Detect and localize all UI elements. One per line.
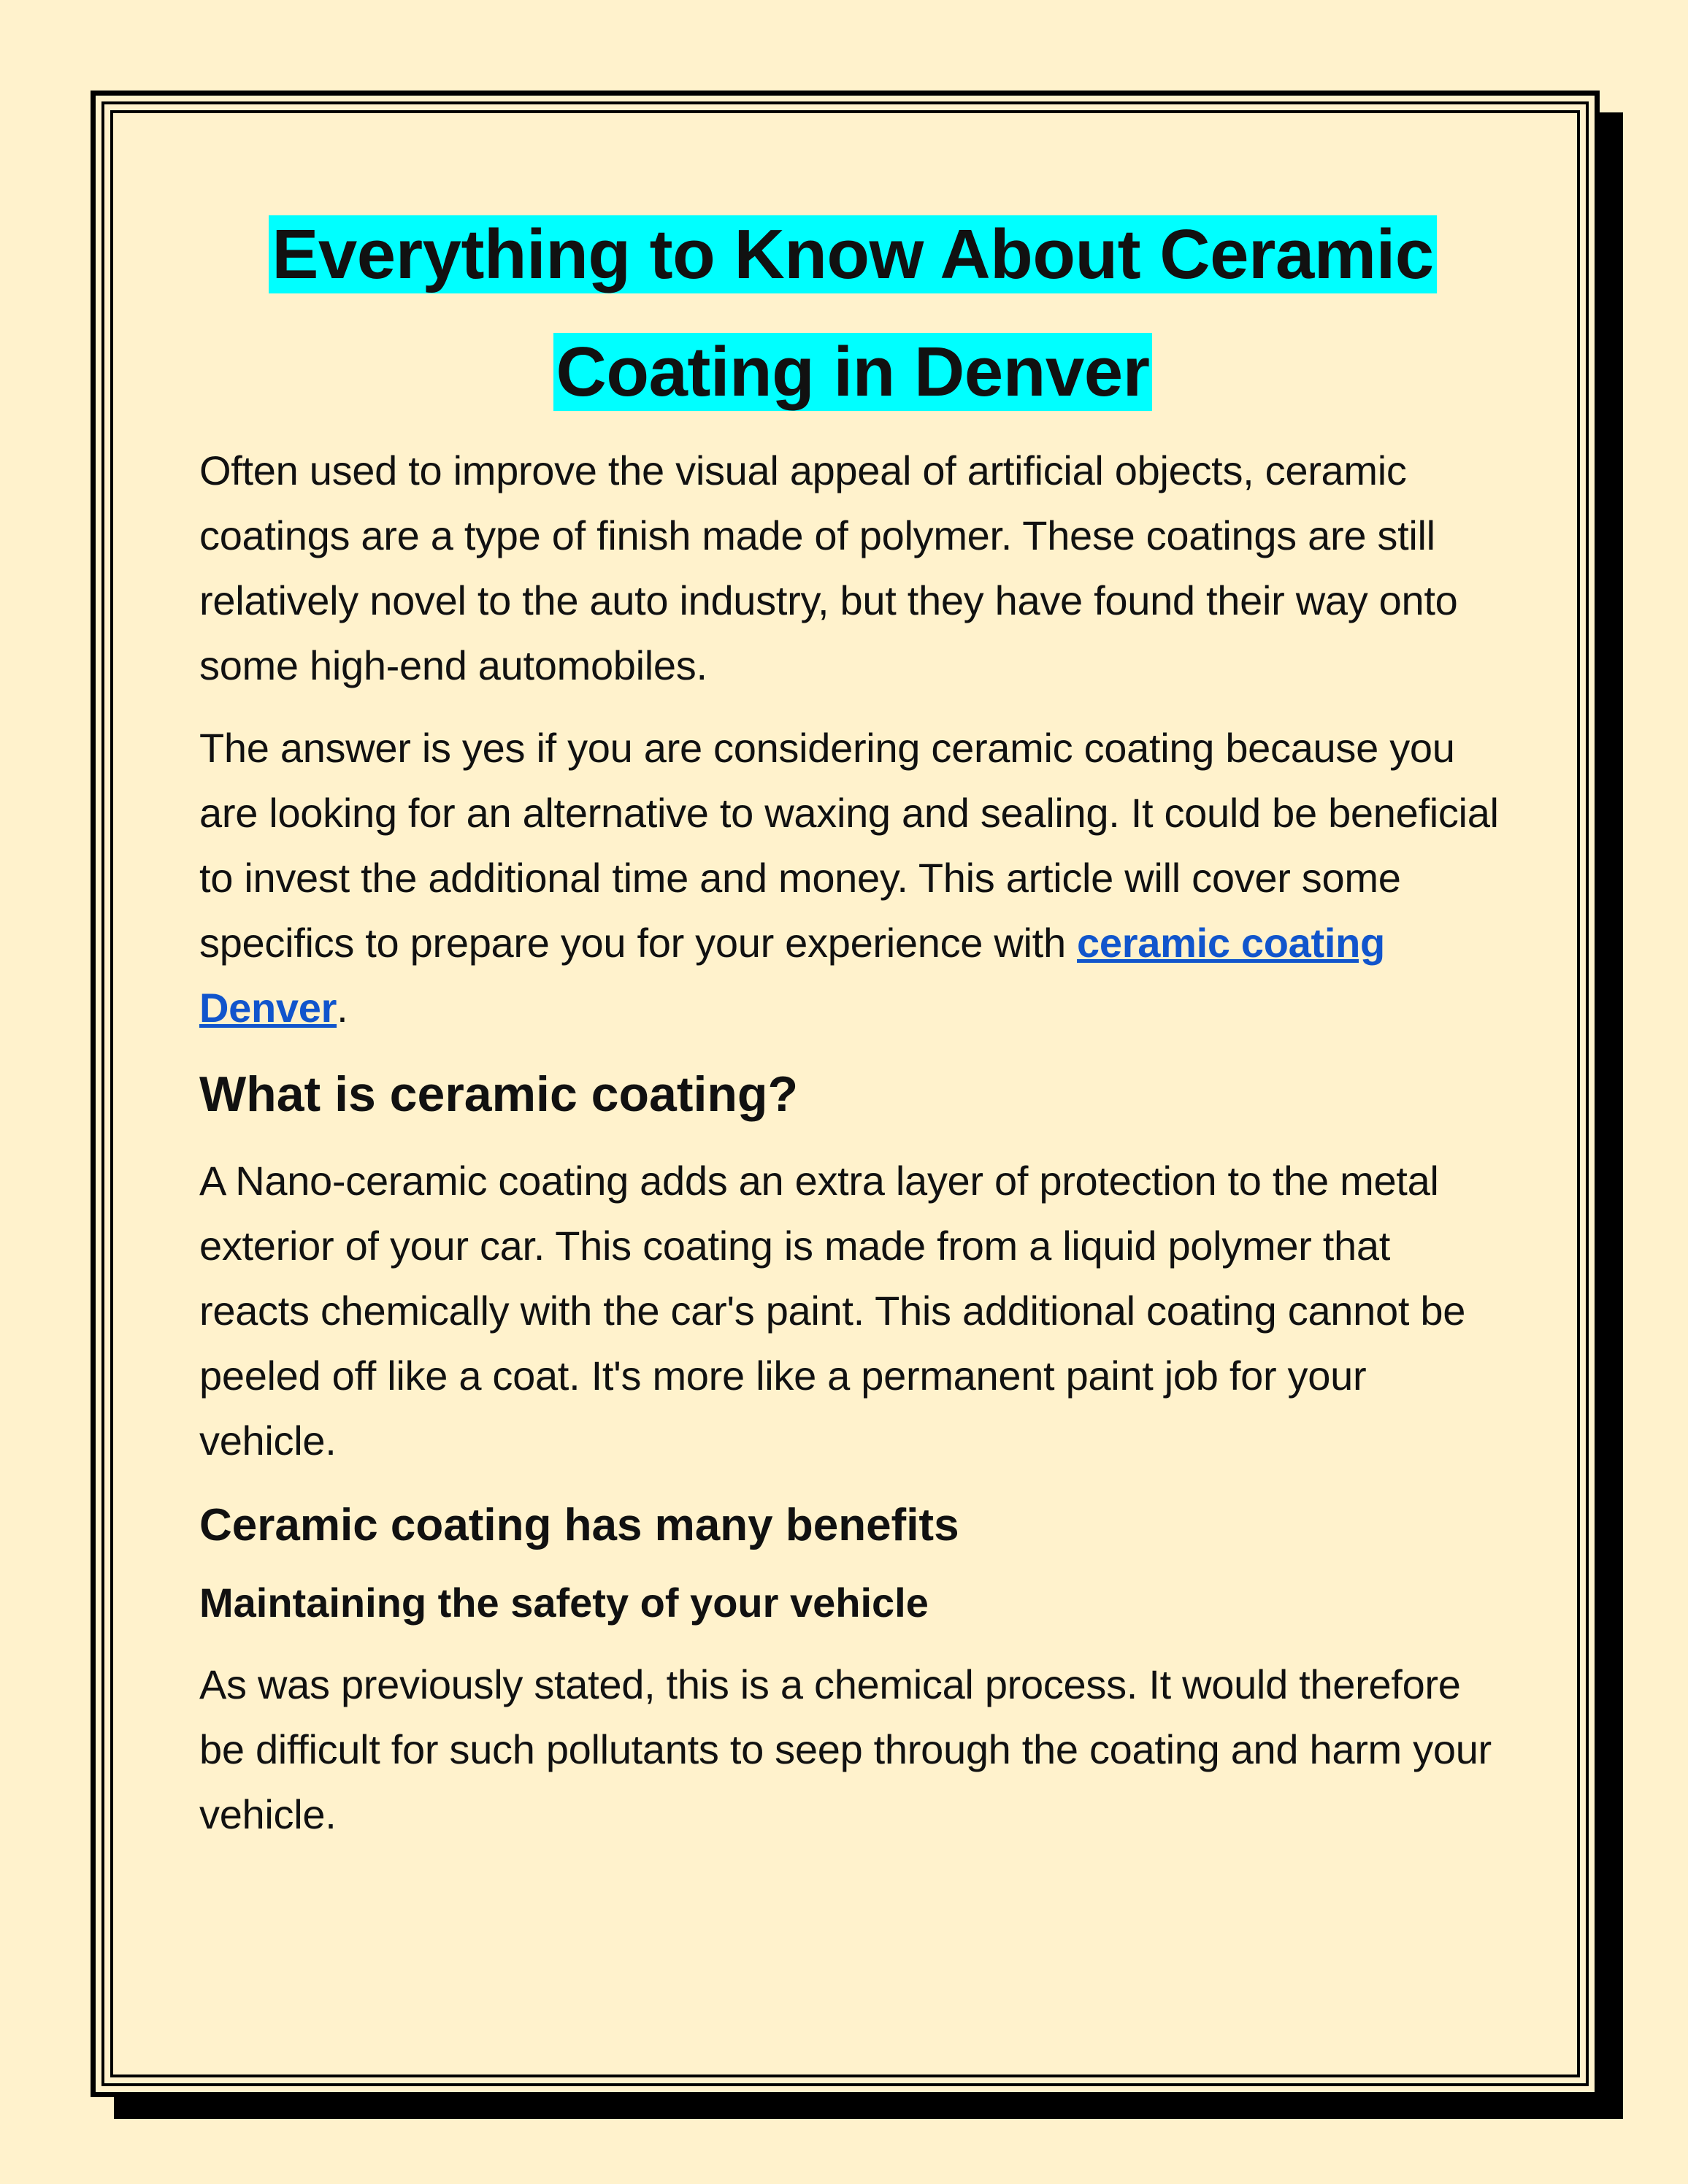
page-title — [199, 196, 1506, 431]
intro-paragraph-2 — [199, 715, 1506, 1040]
section-heading-benefits: Ceramic coating has many benefits — [199, 1500, 959, 1550]
document-content — [199, 196, 1506, 1864]
title-line-2: Coating in Denver — [553, 333, 1153, 411]
section-2-body: As was previously stated, this is a chemical process. It would therefore be difficult for such pollutants to seep through the coating and harm your vehicle. — [199, 1661, 1492, 1837]
title-line-1: Everything to Know About Ceramic — [269, 215, 1436, 293]
intro-paragraph-2-text: The answer is yes if you are considering ceramic coating because you are looking for an alternative to waxing and sealing. It could be beneficial to invest the additional time and money. This article will cover some specifics to prepare you for your experience with — [199, 725, 1499, 966]
ceramic-coating-denver-link[interactable]: ceramic coating Denver — [199, 920, 1385, 1031]
section-heading-what-is: What is ceramic coating? — [199, 1066, 798, 1122]
intro-paragraph-2-end: . — [337, 985, 348, 1031]
intro-paragraph-1: Often used to improve the visual appeal of artificial objects, ceramic coatings are a type of finish made of polymer. These coatings are still relatively novel to the auto industry, but they have found their way onto some high-end automobiles. — [199, 447, 1458, 688]
section-1-body: A Nano-ceramic coating adds an extra layer of protection to the metal exterior of your car. This coating is made from a liquid polymer that reacts chemically with the car's paint. This additional coating cannot be peeled off like a coat. It's more like a permanent paint job for your vehicle. — [199, 1158, 1466, 1464]
subheading-safety: Maintaining the safety of your vehicle — [199, 1580, 929, 1626]
